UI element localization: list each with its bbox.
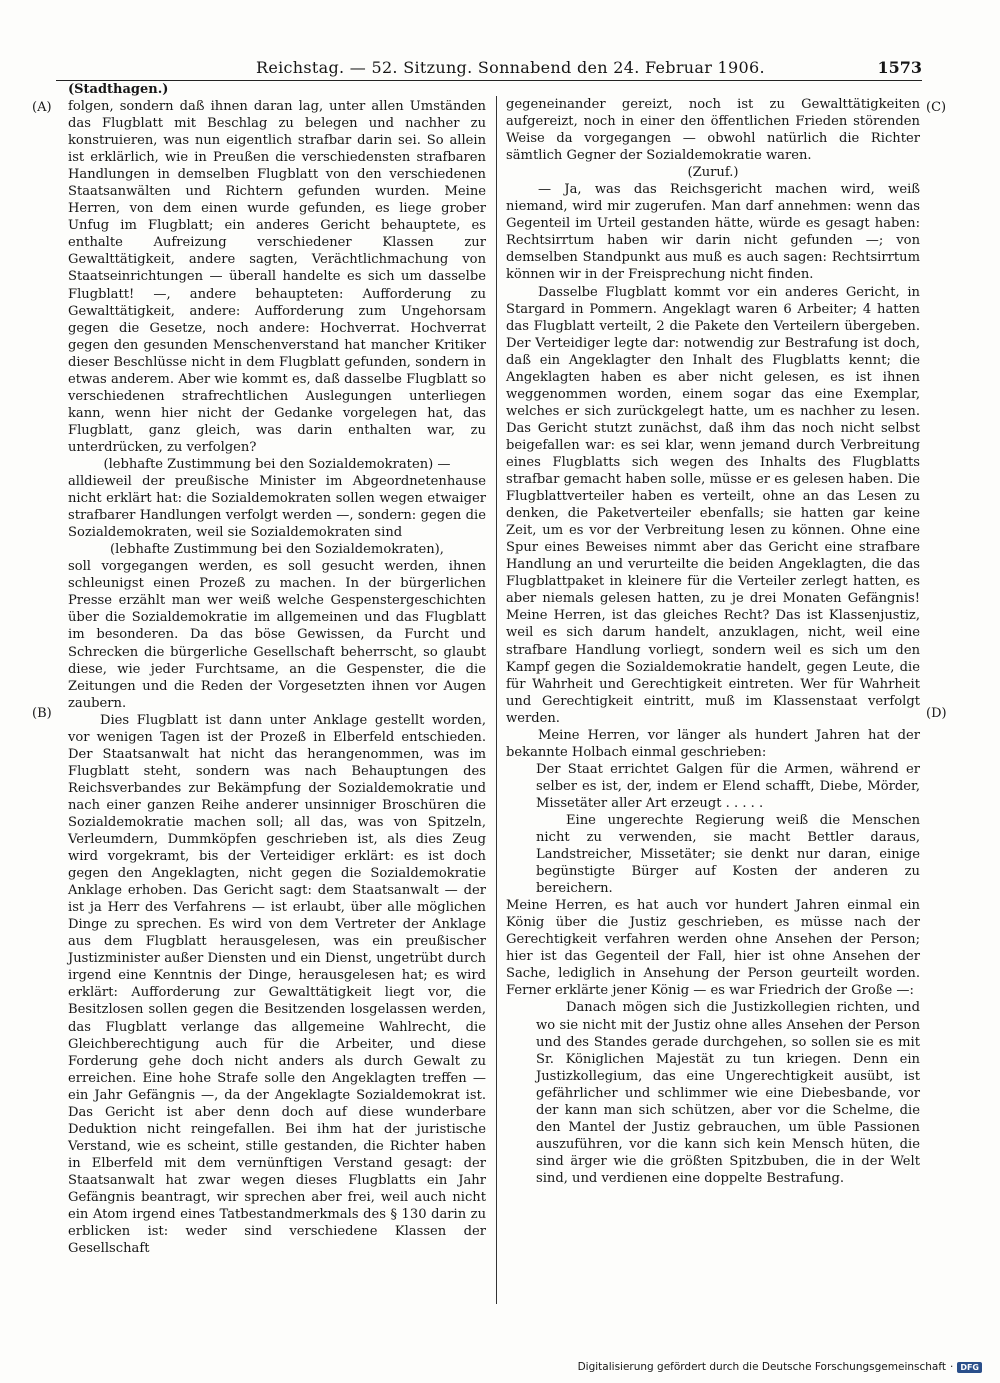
right-column bbox=[506, 96, 920, 1187]
page-header bbox=[56, 58, 922, 81]
paragraph: soll vorgegangen werden, es soll gesucht werden, ihnen schleunigst einen Prozeß zu machen. In der bürgerlichen Presse erzählt man wer weiß welche Gespenstergeschichten über die Sozialdemokratie im allgemeinen und das Flugblatt im besonderen. Da das böse Gewissen, da Furcht und Schrecken die bürgerliche Gesellschaft beherrscht, so glaubt diese, wie jeder Furchtsame, an die Gespenster, die die Zeitungen und die Reden der Vorgesetzten ihnen vor Augen zaubern. bbox=[68, 559, 486, 711]
quote-paragraph: Der Staat errichtet Galgen für die Armen, während er selber es ist, der, indem er Elend schafft, Diebe, Mörder, Missetäter aller Art erzeugt . . . . . bbox=[536, 761, 920, 811]
paragraph: Dasselbe Flugblatt kommt vor ein anderes Gericht, in Stargard in Pommern. Angeklagt waren 6 Arbeiter; 4 hatten das Flugblatt verteilt, 2 die Pakete den Verteilern übergeben. Der Verteidiger legte dar: notwendig zur Bestrafung ist doch, daß ein Angeklagter den Inhalt des Flugblatts kennt; die Angeklagten haben es aber nicht gelesen, es ist ihnen weggenommen worden, einem sogar das eine Exemplar, welches er sich zurückgelegt hatte, um es nachher zu lesen. Das Gericht stutzt zunächst, daß ihm das noch nicht selbst beigefallen war: es sei klar, wenn jemand durch Verbreitung eines Flugblatts sich wegen des Inhalts des Flugblatts strafbar gemacht haben solle, müsse er es gelesen haben. Die Flugblattverteiler haben es verteilt, ohne an das Lesen zu denken, die Paketverteiler ebenfalls; sie hatten gar keine Zeit, um es vor der Verbreitung lesen zu können. Ohne eine Spur eines Beweises nimmt aber das Gericht eine strafbare Handlung an und verurteilte die beiden Angeklagten, die das Flugblattpaket in kleinere für die Verteiler zerlegt hatten, es aber niemals gelesen hatten, zu je drei Monaten Gefängnis! Meine Herren, ist das gleiches Recht? Das ist Klassenjustiz, weil es sich darum handelt, anzuklagen, nicht, weil eine strafbare Handlung vorliegt, sondern weil es sich um den Kampf gegen die Sozialdemokratie handelt, gegen Leute, die für Wahrheit und Gerechtigkeit eintreten. Wer für Wahrheit und Gerechtigkeit eintritt, muß im Klassenstaat verfolgt werden. bbox=[506, 284, 920, 726]
paragraph: — Ja, was das Reichsgericht machen wird, weiß niemand, wird mir zugerufen. Man darf annehmen: wenn das Gegenteil im Urteil gestanden hätte, würde es gesagt haben: Rechtsirrtum haben wir darin nicht gefunden —; von demselben Standpunkt aus muß es auch sagen: Rechtsirrtum können wir in der Freisprechung nicht finden. bbox=[506, 182, 920, 283]
paragraph: Dies Flugblatt ist dann unter Anklage gestellt worden, vor wenigen Tagen ist der Prozeß in Elberfeld entschieden. Der Staatsanwalt hat nicht das herangenommen, was im Flugblatt steht, sondern was nach Behauptungen des Reichsverbandes zur Bekämpfung der Sozialdemokratie und nach einer ganzen Reihe anderer unsinniger Broschüren die Sozialdemokratie machen soll; all das, was von Spitzeln, Verleumdern, Dummköpfen geschrieben ist, als dies Zeug wird vorgekramt, bis der Verteidiger erklärt: es ist doch gegen den Angeklagten, nicht gegen die Sozialdemokratie Anklage erhoben. Das Gericht sagt: dem Staatsanwalt — der ist ja Herr des Verfahrens — ist erlaubt, über alle möglichen Dinge zu sprechen. Es wird von dem Vertreter der Anklage aus dem Flugblatt herausgelesen, was ein preußischer Justizminister außer Diensten und ein Dienst, ungetrübt durch irgend eine Kenntnis der Dinge, herausgelesen hat; es wird erklärt: Aufforderung zur Gewalttätigkeit liegt vor, die Besitzlosen sollen gegen die Besitzenden losgelassen werden, das Flugblatt verlange das allgemeine Wahlrecht, die Gleichberechtigung auch für die Arbeiter, und diese Forderung gehe doch nicht anders als durch Gewalt zu erreichen. Eine hohe Strafe solle den Angeklagten treffen — ein Jahr Gefängnis —, da der Angeklagte Sozialdemokrat ist. Das Gericht ist aber denn doch auf diese wunderbare Deduktion nicht reingefallen. Bei ihm hat der juristische Verstand, wie es scheint, stille gestanden, die Richter haben in Elberfeld mit dem vernünftigen Verstand gesagt: der Staatsanwalt hat zwar wegen dieses Flugblatts ein Jahr Gefängnis beantragt, wir sprechen aber frei, weil auch nicht ein Atom irgend eines Tatbestandmerkmals des § 130 darin zu erblicken ist: weder sind verschiedene Klassen der Gesellschaft bbox=[68, 712, 486, 1257]
quote-paragraph: Danach mögen sich die Justizkollegien richten, und wo sie nicht mit der Justiz ohne alles Ansehen der Person und des Standes gerade durchgehen, so sollen sie es mit Sr. Königlichen Majestät zu tun kriegen. Denn ein Justizkollegium, das eine Ungerechtigkeit ausübt, ist gefährlicher und schlimmer wie eine Diebesbande, vor der kann man sich schützen, aber vor die Schelme, die den Mantel der Justiz gebrauchen, um üble Passionen auszuführen, vor die kann sich kein Mensch hüten, die sind ärger wie die größten Spitzbuben, die in der Welt sind, und verdienen eine doppelte Bestrafung. bbox=[536, 1000, 920, 1186]
paragraph: Meine Herren, vor länger als hundert Jahren hat der bekannte Holbach einmal geschrieben: bbox=[506, 727, 920, 760]
page-number: 1573 bbox=[877, 58, 922, 77]
speaker-name: (Stadthagen.) bbox=[68, 82, 169, 97]
paragraph: Meine Herren, es hat auch vor hundert Jahren einmal ein König über die Justiz geschrieben, es müsse nach der Gerechtigkeit verfahren werden ohne Ansehen der Person; hier ist das Gegenteil der Fall, hier ist ohne Ansehen der Sache, lediglich in Ansehung der Person geurteilt worden. Ferner erklärte jener König — es war Friedrich der Große —: bbox=[506, 898, 920, 999]
quote-paragraph: Eine ungerechte Regierung weiß die Menschen nicht zu verwenden, sie macht Bettler daraus, Landstreicher, Missetäter; sie denkt nur daran, einige begünstigte Bürger auf Kosten der anderen zu bereichern. bbox=[536, 812, 920, 897]
interjection: (lebhafte Zustimmung bei den Sozialdemokraten) — bbox=[103, 456, 451, 472]
block-quote bbox=[536, 999, 920, 1187]
margin-marker-d: (D) bbox=[926, 706, 947, 721]
funding-note: Digitalisierung gefördert durch die Deutsche Forschungsgemeinschaft bbox=[577, 1361, 946, 1373]
column-divider bbox=[496, 96, 497, 1304]
interjection: (Zuruf.) bbox=[687, 165, 739, 181]
margin-marker-a: (A) bbox=[32, 100, 52, 115]
left-column bbox=[68, 98, 486, 1257]
margin-marker-b: (B) bbox=[32, 706, 52, 721]
block-quote bbox=[536, 761, 920, 897]
paragraph: alldieweil der preußische Minister im Abgeordnetenhause nicht erklärt hat: die Sozialdemokraten sollen wegen etwaiger strafbarer Handlungen verfolgt werden —, sondern: gegen die Sozialdemokraten, weil sie Sozialdemokraten sind bbox=[68, 474, 486, 541]
funding-footer: Digitalisierung gefördert durch die Deutsche Forschungsgemeinschaft · DFG bbox=[578, 1361, 982, 1373]
dfg-logo-icon: DFG bbox=[957, 1362, 982, 1373]
paragraph: folgen, sondern daß ihnen daran lag, unter allen Umständen das Flugblatt mit Beschlag zu belegen und nachher zu konstruieren, was nun eigentlich strafbar darin sei. So allein ist erklärlich, wie in Preußen die verschiedensten strafbaren Handlungen in demselben Flugblatt von den verschiedenen Staatsanwälten und Richtern gefunden wurden. Meine Herren, von dem einen wurde gefunden, es liege grober Unfug im Flugblatt; ein anderes Gericht behauptete, es enthalte Aufreizung verschiedener Klassen zur Gewalttätigkeit, andere sagten, Verächtlichmachung von Staatseinrichtungen — überall handelte es sich um dasselbe Flugblatt! —, andere behaupteten: Aufforderung zu Gewalttätigkeit, andere: Aufforderung zum Ungehorsam gegen die Gesetze, noch andere: Hochverrat. Hochverrat gegen den gesunden Menschenverstand hat mancher Kritiker dieser Beschlüsse nicht in dem Flugblatt gefunden, sondern in etwas anderem. Aber wie kommt es, daß dasselbe Flugblatt so verschiedenen strafrechtlichen Auslegungen unterliegen kann, wenn hier nicht der Gedanke vorgelegen hat, das Flugblatt, ganz gleich, was darin enthalten war, zu unterdrücken, zu verfolgen? bbox=[68, 99, 486, 455]
running-title: Reichstag. — 52. Sitzung. Sonnabend den 24. Februar 1906. bbox=[256, 58, 765, 77]
interjection: (lebhafte Zustimmung bei den Sozialdemokraten), bbox=[110, 542, 444, 558]
margin-marker-c: (C) bbox=[926, 100, 947, 115]
paragraph: gegeneinander gereizt, noch ist zu Gewalttätigkeiten aufgereizt, noch in einer den öffentlichen Frieden störenden Weise da vorgegangen — obwohl natürlich die Richter sämtlich Gegner der Sozialdemokratie waren. bbox=[506, 97, 920, 164]
